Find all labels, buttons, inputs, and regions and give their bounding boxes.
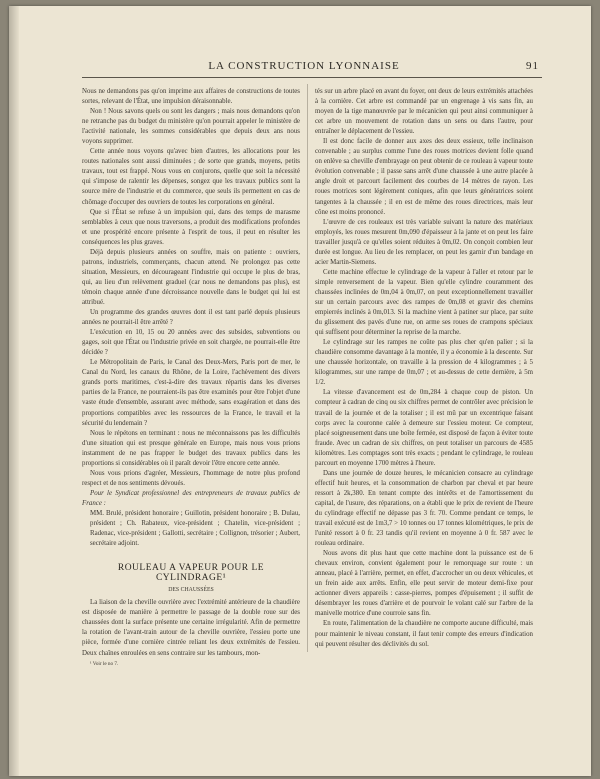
right-column	[315, 87, 533, 650]
binding-gutter	[9, 6, 19, 776]
paragraph: Nous le répétons en terminant : nous ne méconnaissons pas les difficultés d'une situation qui est presque générale en Europe, mais nous vous prions instamment de ne pas frapper le budget des travaux publics dans les proportions si considérables où il paraît devoir l'être encore cette année.	[82, 429, 300, 467]
column-divider	[307, 84, 308, 652]
paragraph: L'œuvre de ces rouleaux est très variable suivant la nature des matériaux employés, les roues mesurent 0m,090 d'épaisseur à la jante et on peut les faire travailler jusqu'à ce qu'elles soient réduites à 0m,02. On conçoit combien leur durée est longue. Au lieu de les remplacer, on peut les garnir d'un bandage en acier Martin-Siemens.	[315, 218, 533, 266]
paragraph: Pour le Syndicat professionnel des entrepreneurs de travaux publics de France :	[82, 489, 300, 507]
paragraph: Cette machine effectue le cylindrage de la vapeur à l'aller et retour par le simple renversement de la vapeur. Bien qu'elle cylindre couramment des chaussées inclinées de 0m,04 à 0m,07, on peut exceptionnellement travailler sur un certain parcours avec des rampes de 0m,08 et gravir des chemins empierrés inclinés à 0m,013. Si la machine vient à patiner sur place, par suite du glissement des pavés d'une rue, on arme ses roues de crampons spéciaux qui suffisent pour déterminer la reprise de la marche.	[315, 268, 533, 337]
paragraph: Un programme des grandes œuvres dont il est tant parlé depuis plusieurs années ne pourrait-il être arrêté ?	[82, 309, 300, 327]
paragraph: Le Métropolitain de Paris, le Canal des Deux-Mers, Paris port de mer, le Canal du Nord, les canaux du Rhône, de la Loire, l'achèvement des divers grands ports maritimes, c'est-à-dire des travaux répartis dans les diverses parties de la France, ne pourraient-ils pas être examinés pour être l'objet d'une vaste étude d'ensemble, assurant avec méthode, sans exagération et dans des proportions compatibles avec les ressources de la France, le travail et la sécurité du lendemain ?	[82, 359, 300, 427]
paragraph: Non ! Nous savons quels ou sont les dangers ; mais nous demandons qu'on ne retranche pas du budget du ministère qu'on pourrait appeler le ministère de l'activité nationale, les sommes considérables que depuis deux ans nous voyons supprimer.	[82, 108, 300, 146]
paragraph: Nous ne demandons pas qu'on imprime aux affaires de constructions de toutes sortes, relevant de l'État, une impulsion déraisonnable.	[82, 88, 300, 106]
signatories: MM. Brulé, président honoraire ; Guillotin, président honoraire ; B. Dulau, président ; Ch. Rabateux, vice-président ; Chatelin, vice-président ; Radenac, vice-président ; Gallotti, secrétaire ; Collignon, trésorier ; Aubert, secrétaire adjoint.	[90, 509, 300, 548]
paragraph: Que si l'État se refuse à un impulsion qui, dans des temps de marasme semblables à ceux que nous traversons, a produit des modifications profondes et une prospérité encore présente à l'esprit de tous, il peut en résulter les conséquences les plus graves.	[82, 208, 300, 246]
journal-title: LA CONSTRUCTION LYONNAISE	[208, 60, 400, 72]
section-title: ROULEAU A VAPEUR POUR LE CYLINDRAGE¹	[117, 563, 265, 584]
paragraph: En route, l'alimentation de la chaudière ne comporte aucune difficulté, mais pour maintenir le niveau constant, il faut tenir compte des erreurs d'indication qui peuvent résulter des déclivités du sol.	[315, 620, 533, 648]
footnote: ¹ Voir le no 7.	[90, 660, 119, 667]
section-subtitle: DES CHAUSSÉES	[168, 587, 214, 594]
paragraph: La liaison de la cheville ouvrière avec l'extrémité antérieure de la chaudière est disposée de manière à permettre le passage de la double roue sur des chaussées dont la surface présente une certaine irrégularité. Afin de permettre la rotation de l'avant-train autour de la cheville ouvrière, l'essieu porte une pièce, formée d'une cornière cintrée reliant les deux extrémités de l'essieu. Deux chaînes enroulées en sens contraire sur les tambours, mon-	[82, 599, 300, 657]
paragraph: Nous vous prions d'agréer, Messieurs, l'hommage de notre plus profond respect et de nos sentiments dévoués.	[82, 469, 300, 487]
header-rule	[82, 77, 542, 78]
left-column	[82, 87, 300, 669]
paragraph: tés sur un arbre placé en avant du foyer, ont deux de leurs extrémités attachées à la cornière. Cet arbre est commandé par un engrenage à vis sans fin, au moyen de la tige manœuvrée par le mécanicien qui peut ainsi communiquer à cet arbre un mouvement de rotation dans un sens ou dans l'autre, pour entraîner le déplacement de l'essieu.	[315, 88, 533, 136]
paragraph: La vitesse d'avancement est de 0m,284 à chaque coup de piston. Un compteur à cadran de cinq ou six chiffres permet de contrôler avec précision le travail de la journée et de la totaliser ; il est mû par un excentrique faisant corps avec la couronne calée à demeure sur l'essieu moteur. Ce compteur, placé soigneusement dans une boîte fermée, est disposé de façon à éviter toute fraude. Avec un cadran de six chiffres, on peut totaliser un parcours de 4585 kilomètres. Les comptages sont très exacts ; pendant le cylindrage, le rouleau parcourt en moyenne 1700 mètres à l'heure.	[315, 389, 533, 467]
paragraph: L'exécution en 10, 15 ou 20 années avec des subsides, subventions ou gages, soit que l'État ou l'industrie privée en soit chargée, ne pourrait-elle être décidée ?	[82, 329, 300, 357]
paragraph: Dans une journée de douze heures, le mécanicien consacre au cylindrage effectif huit heures, et la consommation de charbon par cheval et par heure ressort à 2k,380. En tenant compte des intérêts et de l'amortissement du capital, de l'usure, des réparations, on a établi que le prix de revient de l'heure du cylindrage effectif ne dépasse pas 3 fr. 70. Comme pendant ce temps, le travail exécuté est de 1m3,7 > 10 tonnes ou 17 tonnes kilométriques, le prix de l'unité ressort à 0 fr. 23 tandis qu'il revient en moyenne à 0 fr. 587 avec le rouleau ordinaire.	[315, 469, 533, 548]
page-number: 91	[526, 60, 539, 72]
paragraph: Déjà depuis plusieurs années on souffre, mais on patiente : ouvriers, patrons, industriels, commerçants, chacun attend. Ne prolongez pas cette situation, Messieurs, en décourageant l'industrie qui occupe le plus de bras, qui, au lieu d'un relèvement graduel (car nous ne demandons pas plus), est témoin chaque année d'une décroissance nouvelle dans le budget qui lui est attribué.	[82, 248, 300, 306]
paragraph: Nous avons dit plus haut que cette machine dont la puissance est de 6 chevaux environ, convient également pour le remorquage sur route : un anneau, placé à l'arrière, permet, en effet, d'accrocher un ou deux véhicules, et un frein aide aux arrêts. Enfin, elle peut servir de moteur demi-fixe pour actionner divers appareils : casse-pierres, pompes d'épuisement ; il suffit de désembrayer les roues d'arrière et de pourvoir le volant calé sur l'arbre de la manivelle motrice d'une courroie sans fin.	[315, 550, 533, 618]
document-page	[9, 6, 591, 776]
paragraph: Le cylindrage sur les rampes ne coûte pas plus cher qu'en palier ; si la chaudière consomme davantage à la montée, il y a économie à la descente. Sur une chaussée horizontale, on travaille à la pression de 4 kilogrammes ; à 5 kilogrammes, sur une rampe de 0m,07 ; et au-dessus de cette dernière, à 5m 1/2.	[315, 339, 533, 387]
paragraph: Cette année nous voyons qu'avec bien d'autres, les allocations pour les routes nationales sont aussi diminuées ; de sorte que grands, moyens, petits travaux, tout est frappé. Nous vous en conjurons, quelle que soit la nécessité qui s'impose de ralentir les dépenses, songez que les travaux publics sont la source mère de l'industrie et du commerce, que seuls ils permettent en cas de chômage d'occuper des ouvriers de toutes les corporations en général.	[82, 148, 300, 206]
paragraph: Il est donc facile de donner aux axes des deux essieux, telle inclinaison convenable ; au surplus comme l'une des roues motrices devient folle quand on enlève sa cheville d'embrayage on peut obtenir de ce rouleau à vapeur toute évolution convenable ; il passe sans arrêt d'une chaussée à une autre placée à angle droit et parcourt facilement des courbes de 14 mètres de rayon. Les roues motrices sont légèrement coniques, afin que leurs génératrices soient tangentes à la chaussée ; il en est de même des roues directrices, mais leur cône est moins prononcé.	[315, 138, 533, 216]
